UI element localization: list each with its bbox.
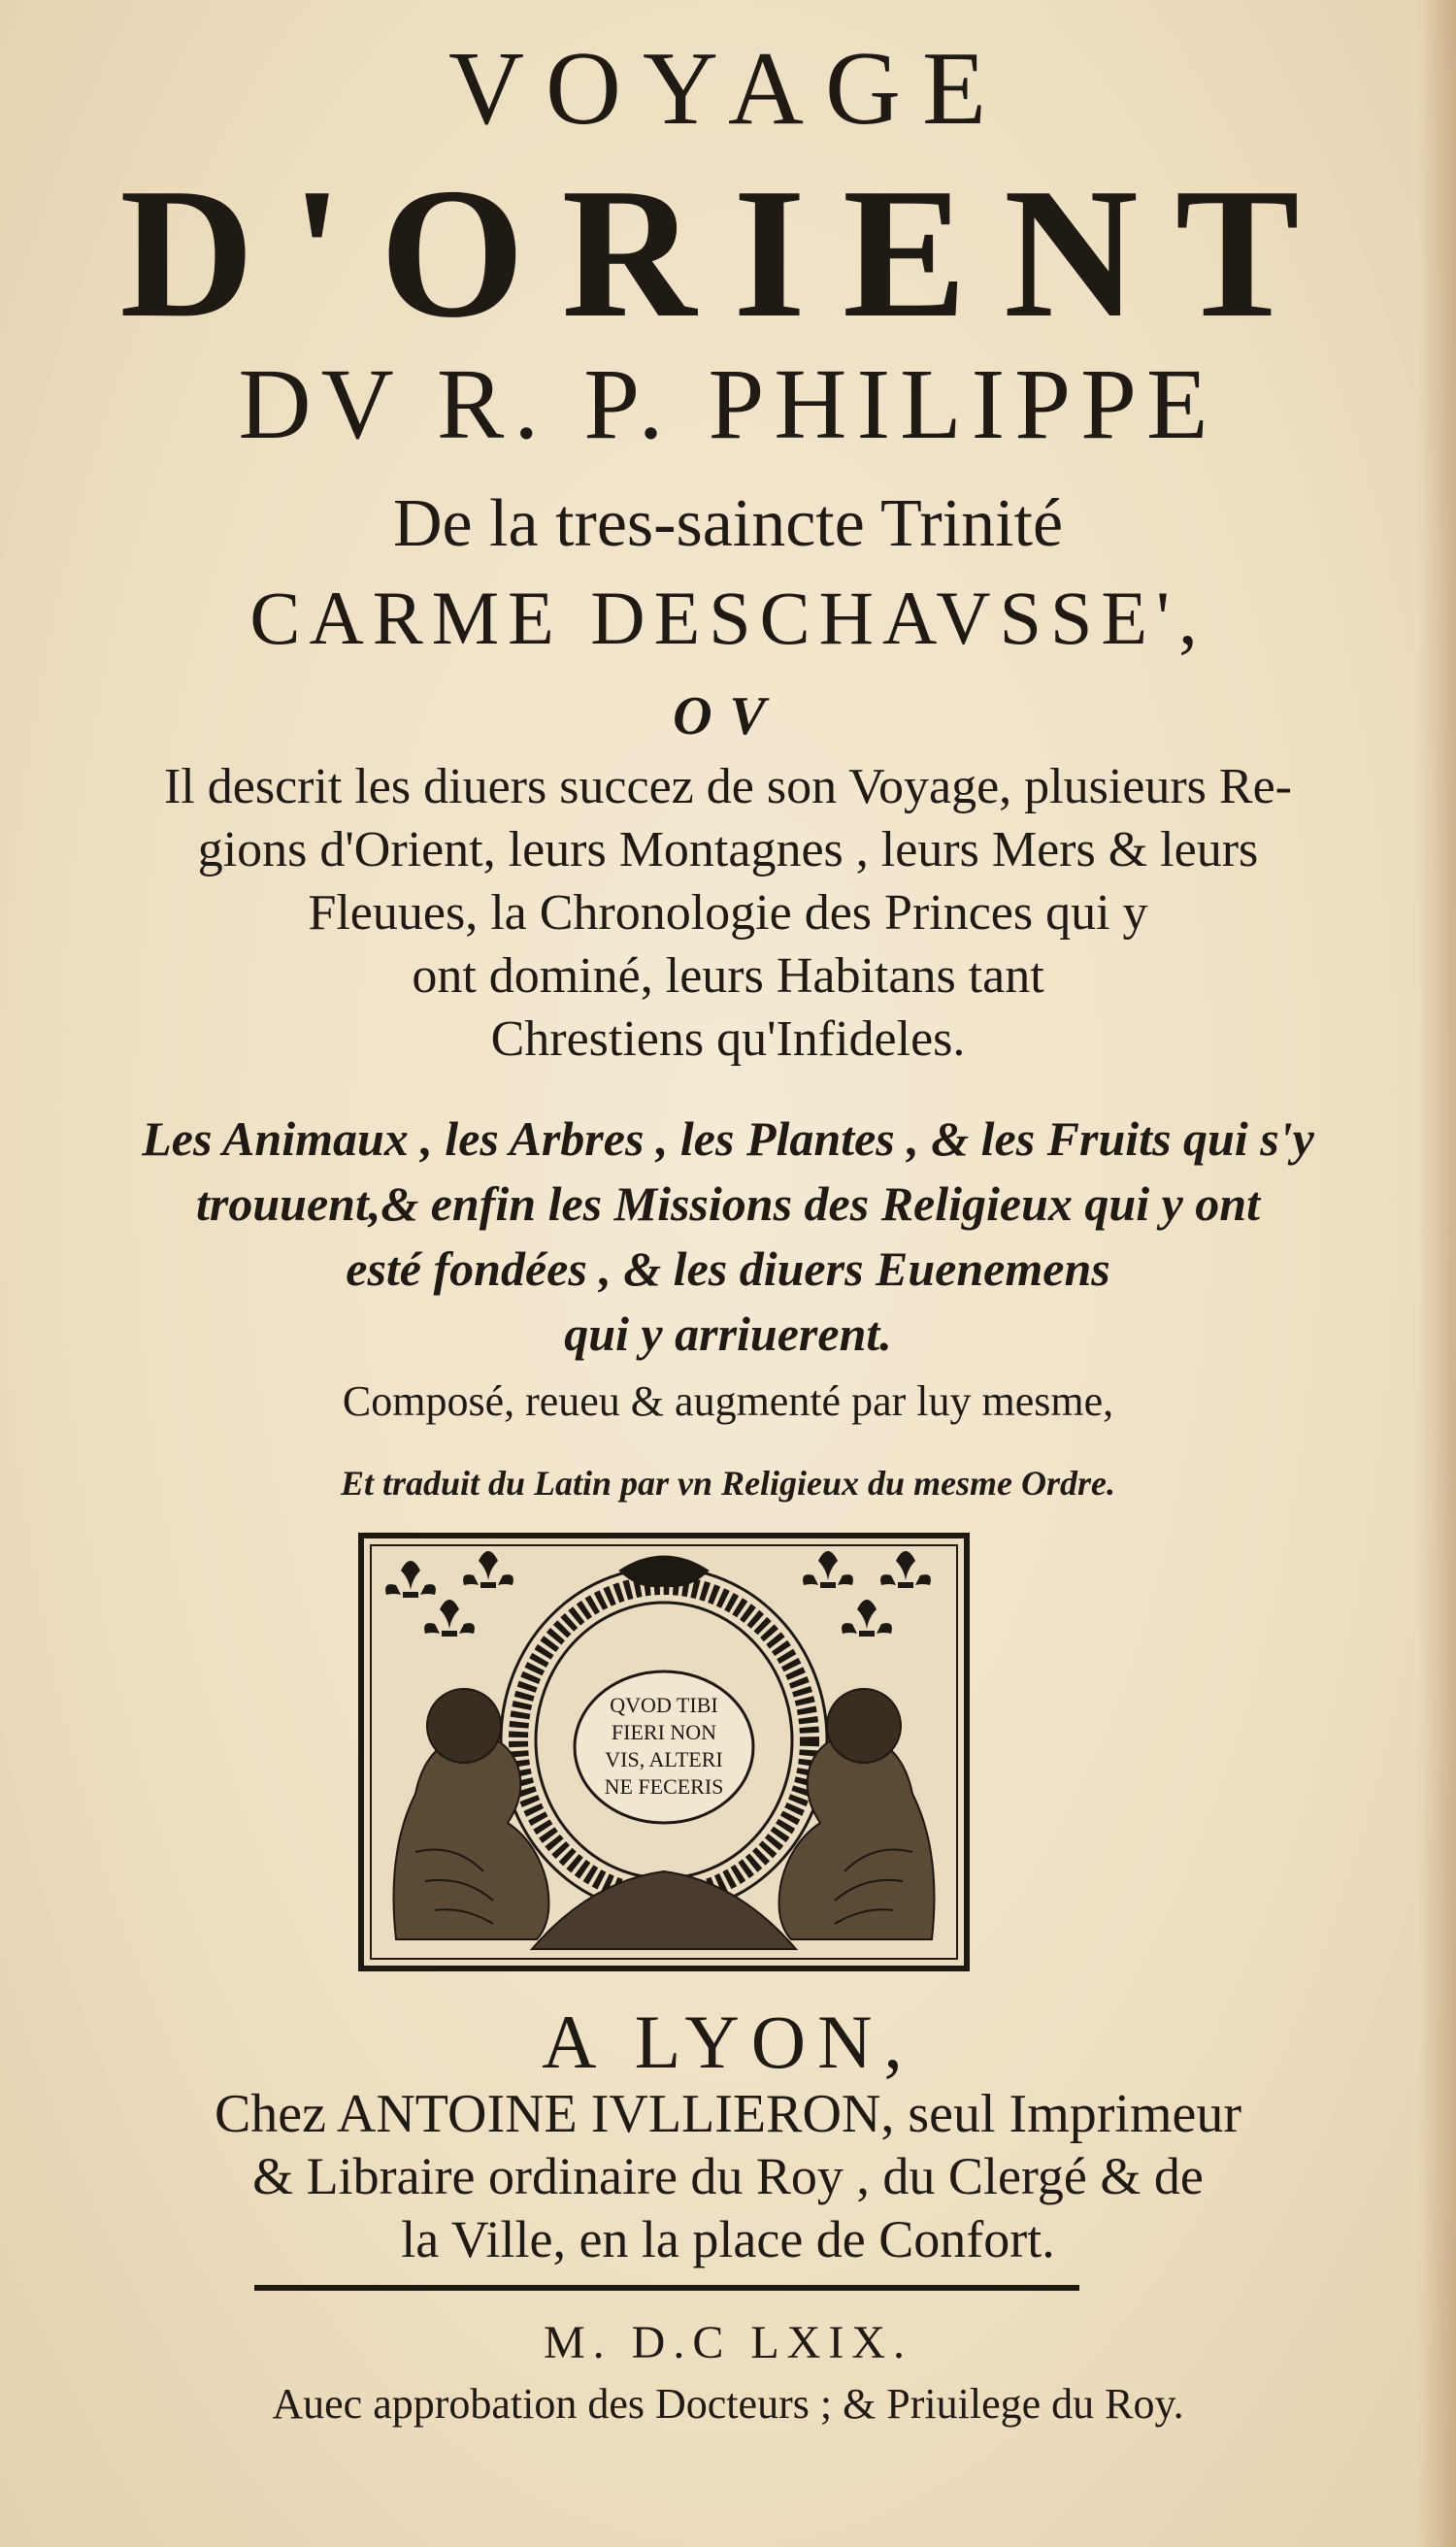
- imprint-year: M. D.C LXIX.: [544, 2317, 912, 2368]
- order-line: De la tres-saincte Trinité: [392, 486, 1064, 561]
- description-line: Fleuues, la Chronologie des Princes qui y: [308, 885, 1148, 941]
- italic-description-line: qui y arriuerent.: [564, 1307, 892, 1361]
- publisher-line: la Ville, en la place de Confort.: [401, 2210, 1055, 2268]
- imprint-city: A LYON,: [542, 2000, 914, 2084]
- italic-description-line: esté fondées , & les diuers Euenemens: [346, 1241, 1110, 1296]
- motto-line: NE FECERIS: [604, 1774, 724, 1799]
- order-name: CARME DESCHAVSSE',: [249, 576, 1207, 660]
- publisher-line: & Libraire ordinaire du Roy , du Clergé & de: [252, 2147, 1204, 2205]
- publisher-line: Chez ANTOINE IVLLIERON, seul Imprimeur: [214, 2084, 1242, 2144]
- description-line: gions d'Orient, leurs Montagnes , leurs Mers & leurs: [197, 822, 1259, 877]
- description-line: Chrestiens qu'Infideles.: [490, 1011, 966, 1067]
- title-orient: D'ORIENT: [119, 149, 1337, 356]
- motto-line: QVOD TIBI: [610, 1693, 718, 1717]
- ou-conjunction: OV: [673, 686, 783, 746]
- translation-line: Et traduit du Latin par vn Religieux du mesme Ordre.: [340, 1464, 1116, 1503]
- ornamental-rule: [254, 2283, 1079, 2293]
- author-line: DV R. P. PHILIPPE: [238, 348, 1218, 460]
- motto-line: FIERI NON: [611, 1720, 717, 1744]
- printer-device-emblem: [357, 1532, 971, 1972]
- description-line: Il descrit les diuers succez de son Voyage, plusieurs Re-: [163, 759, 1292, 814]
- motto-line: VIS, ALTERI: [605, 1747, 723, 1771]
- description-line: ont dominé, leurs Habitans tant: [412, 948, 1044, 1004]
- title-voyage: VOYAGE: [448, 31, 1008, 147]
- italic-description-line: Les Animaux , les Arbres , les Plantes , & les Fruits qui s'y: [142, 1111, 1314, 1166]
- italic-description-line: trouuent,& enfin les Missions des Religieux qui y ont: [195, 1176, 1261, 1231]
- compose-line: Composé, reueu & augmenté par luy mesme,: [342, 1377, 1114, 1425]
- approbation-line: Auec approbation des Docteurs ; & Priuilege du Roy.: [272, 2380, 1184, 2428]
